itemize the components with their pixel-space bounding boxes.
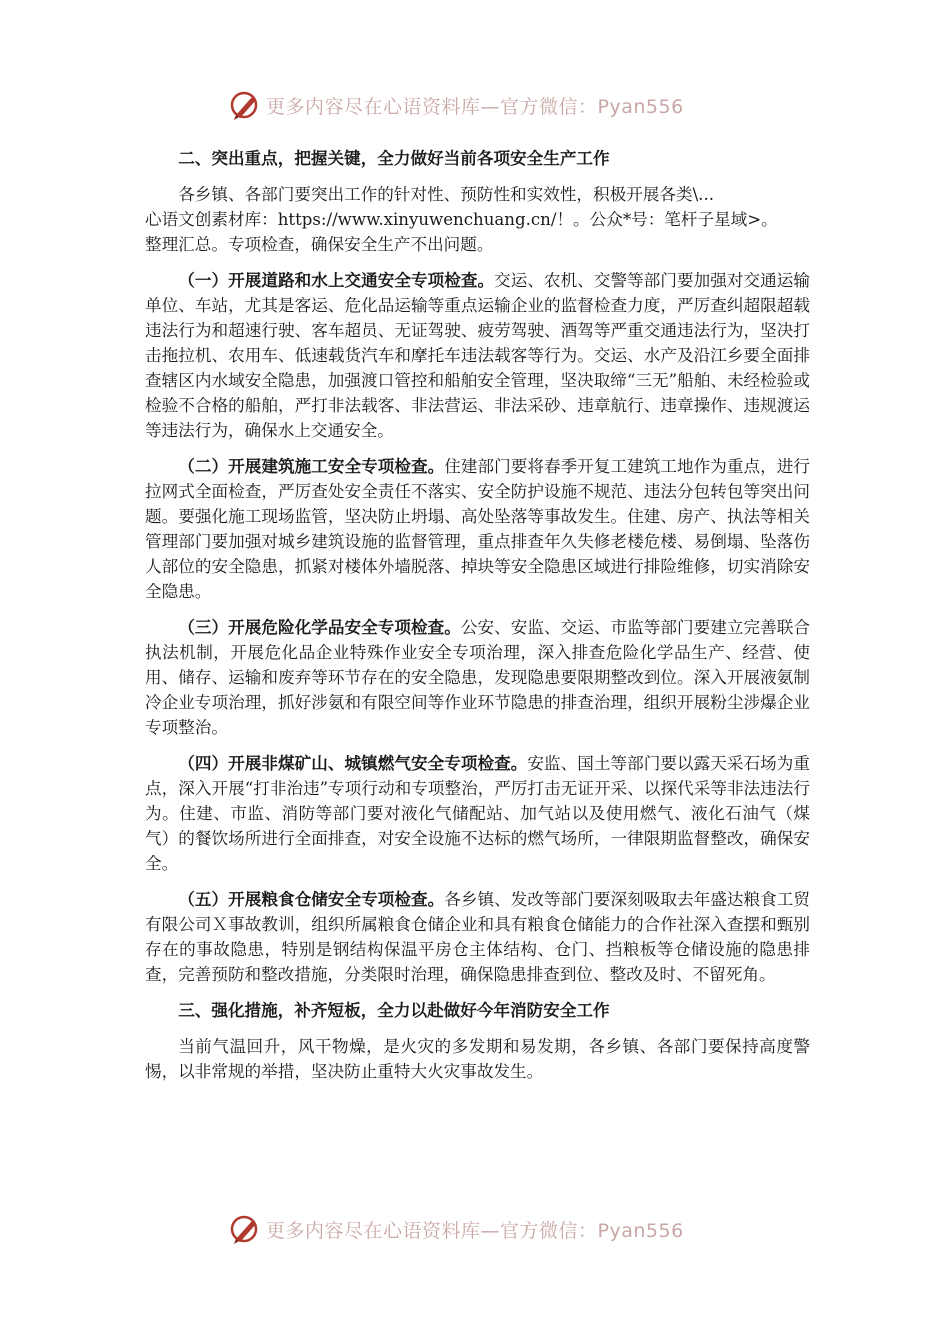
item-body: 交运、农机、交警等部门要加强对交通运输单位、车站，尤其是客运、危化品运输等重点运输企业的监督检查力度，严厉查纠超限超载违法行为和超速行驶、客车超员、无证驾驶、疲劳驾驶、酒驾等严重交通违法行为，坚决打击拖拉机、农用车、低速载货汽车和摩托车违法载客等行为。交运、水产及沿江乡要全面排查辖区内水域安全隐患，加强渡口管控和船舶安全管理，坚决取缔“三无”船舶、未经检验或检验不合格的船舶，严打非法载客、非法营运、非法采砂、违章航行、违章操作、违规渡运等违法行为，确保水上交通安全。 — [145, 271, 811, 440]
document-body — [145, 146, 810, 1095]
item-hazardous-chemicals — [145, 615, 810, 740]
footer-watermark-text: 更多内容尽在心语资料库—官方微信：Pyan556 — [266, 1219, 684, 1242]
item-body: 各乡镇、发改等部门要深刻吸取去年盛达粮食工贸有限公司Ｘ事故教训，组织所属粮食仓储企业和具有粮食仓储能力的合作社深入查摆和甄别存在的事故隐患，特别是钢结构保温平房仓主体结构、仓门、挡粮板等仓储设施的隐患排查，完善预防和整改措施，分类限时治理，确保隐患排查到位、整改及时、不留死角。 — [145, 890, 811, 984]
section-three-title: 三、强化措施，补齐短板，全力以赴做好今年消防安全工作 — [178, 1000, 610, 1020]
intro-line-3: 整理汇总。专项检查，确保安全生产不出问题。 — [145, 235, 494, 254]
item-lead: （二）开展建筑施工安全专项检查。 — [178, 456, 445, 476]
closing-paragraph: 当前气温回升，风干物燥，是火灾的多发期和易发期，各乡镇、各部门要保持高度警惕，以非常规的举措，坚决防止重特大火灾事故发生。 — [145, 1037, 810, 1081]
section-two-title: 二、突出重点，把握关键，全力做好当前各项安全生产工作 — [178, 148, 610, 168]
header-watermark-text: 更多内容尽在心语资料库—官方微信：Pyan556 — [266, 95, 684, 118]
item-lead: （三）开展危险化学品安全专项检查。 — [178, 617, 461, 637]
item-lead: （四）开展非煤矿山、城镇燃气安全专项检查。 — [178, 753, 528, 773]
footer-watermark — [228, 1212, 728, 1246]
header-watermark — [228, 88, 728, 122]
item-lead: （五）开展粮食仓储安全专项检查。 — [178, 889, 445, 909]
item-construction — [145, 454, 810, 604]
intro-line-1: 各乡镇、各部门要突出工作的针对性、预防性和实效性，积极开展各类\... — [178, 185, 715, 204]
intro-paragraph — [145, 182, 810, 257]
item-grain-storage — [145, 887, 810, 987]
item-body: 住建部门要将春季开复工建筑工地作为重点，进行拉网式全面检查，严厉查处安全责任不落实、安全防护设施不规范、违法分包转包等突出问题。要强化施工现场监管，坚决防止坍塌、高处坠落等事故发生。住建、房产、执法等相关管理部门要加强对城乡建筑设施的监督管理，重点排查年久失修老楼危楼、易倒塌、坠落伤人部位的安全隐患，抓紧对楼体外墙脱落、掉块等安全隐患区域进行排险维修，切实消除安全隐患。 — [145, 457, 811, 601]
item-road-water-traffic — [145, 268, 810, 443]
item-lead: （一）开展道路和水上交通安全专项检查。 — [178, 270, 495, 290]
item-body: 公安、安监、交运、市监等部门要建立完善联合执法机制，开展危化品企业特殊作业安全专项治理，深入排查危险化学品生产、经营、使用、储存、运输和废弃等环节存在的安全隐患，发现隐患要限期整改到位。深入开展液氨制冷企业专项治理，抓好涉氨和有限空间等作业环节隐患的排查治理，组织开展粉尘涉爆企业专项整治。 — [145, 618, 811, 737]
intro-line-2: 心语文创素材库：https://www.xinyuwenchuang.cn/！。公众*号：笔杆子星域>。 — [145, 210, 778, 229]
pen-logo-icon — [228, 88, 262, 122]
item-mines-gas — [145, 751, 810, 876]
pen-logo-icon — [228, 1212, 262, 1246]
item-body: 安监、国土等部门要以露天采石场为重点，深入开展“打非治违”专项行动和专项整治，严厉打击无证开采、以探代采等非法违法行为。住建、市监、消防等部门要对液化气储配站、加气站以及使用燃气、液化石油气（煤气）的餐饮场所进行全面排查，对安全设施不达标的燃气场所，一律限期监督整改，确保安全。 — [145, 754, 811, 873]
